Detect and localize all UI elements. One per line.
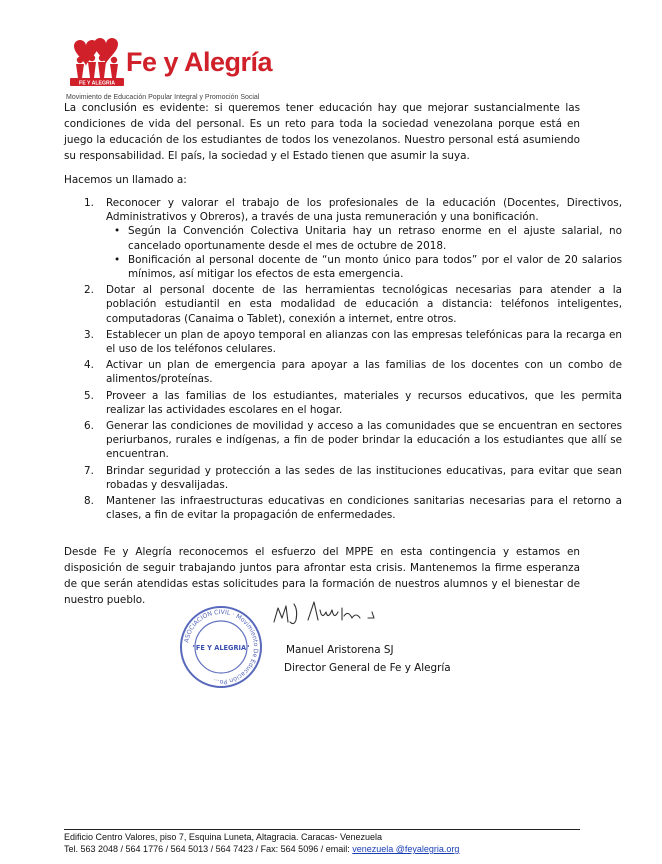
hearts-logo-icon — [66, 34, 128, 88]
list-item-text: Proveer a las familias de los estudiantes, materiales y recursos educativos, que les permita realizar las actividades escolares en el hogar. — [106, 389, 622, 416]
list-item-number: 3. — [84, 328, 94, 341]
list-item-text: Activar un plan de emergencia para apoyar a las familias de los docentes con un combo de alimentos/proteínas. — [106, 359, 622, 386]
logo-wordmark: Fe y Alegría — [126, 47, 273, 77]
signer-title: Director General de Fe y Alegría — [284, 662, 451, 674]
footer-contact-line — [64, 843, 624, 855]
list-item — [84, 283, 622, 326]
call-heading: Hacemos un llamado a: — [64, 174, 187, 186]
intro-paragraph: La conclusión es evidente: si queremos tener educación hay que mejorar sustancialmente las condiciones de vida del personal. Es un reto para toda la sociedad venezolana porque está en juego la educación de los estudiantes de todos los venezolanos. Nuestro personal está asumiendo su responsabilidad. El país, la sociedad y el Estado tienen que asumir la suya. — [64, 102, 580, 162]
handwritten-signature — [268, 596, 388, 630]
list-item-text: Dotar al personal docente de las herramientas tecnológicas necesarias para atender a la población estudiantil en esta modalidad de educación a distancia: teléfonos inteligentes, computadoras (Canaima o Tablet), conexión a internet, entre otros. — [106, 284, 622, 325]
organization-seal — [178, 604, 264, 690]
sub-bullet-list — [106, 224, 622, 281]
list-item-text: Generar las condiciones de movilidad y acceso a las comunidades que se encuentran en sectores periurbanos, rurales e indígenas, a fin de poder brindar la educación a los estudiantes que allí se encuentran. — [106, 420, 622, 461]
requests-list — [64, 196, 622, 522]
footer-divider — [64, 829, 580, 830]
list-item-text: Reconocer y valorar el trabajo de los profesionales de la educación (Docentes, Directivos, Administrativos y Obreros), a través de una justa remuneración y una bonificación. — [106, 197, 622, 224]
list-item-number: 1. — [84, 197, 94, 209]
seal-ring-text: ASOCIACION CIVIL · Movimiento De Educación Po... — [183, 608, 260, 686]
footer-address: Edificio Centro Valores, piso 7, Esquina Luneta, Altagracia. Caracas- Venezuela — [64, 832, 383, 842]
list-item — [84, 196, 622, 281]
email-link[interactable]: venezuela @feyalegria.org — [352, 844, 460, 854]
list-item-text: Establecer un plan de apoyo temporal en alianzas con las empresas telefónicas para la recarga en el uso de los teléfonos celulares. — [106, 328, 622, 356]
list-item — [84, 464, 622, 492]
sub-bullet-item: • Bonificación al personal docente de “un monto único para todos” por el valor de 20 salarios mínimos, así mitigar los efectos de esta emergencia. — [128, 253, 622, 281]
signer-name: Manuel Aristorena SJ — [286, 644, 394, 656]
list-item — [84, 358, 622, 386]
footer-contact: Tel. 563 2048 / 564 1776 / 564 5013 / 564 7423 / Fax: 564 5096 / email: — [64, 844, 353, 854]
list-item-number: 5. — [84, 389, 94, 402]
list-item — [84, 389, 622, 417]
list-item-text: Brindar seguridad y protección a las sedes de las instituciones educativas, para evitar que sean robadas y desvalijadas. — [106, 464, 622, 491]
list-item-number: 6. — [84, 420, 94, 433]
closing-paragraph: Desde Fe y Alegría reconocemos el esfuerzo del MPPE en esta contingencia y estamos en disposición de seguir trabajando juntos para afrontar esta crisis. Mantenemos la firme esperanza de que serán atendidas estas solicitudes para la formación de nuestros alumnos y el bienestar de nuestro pueblo. — [64, 546, 580, 606]
list-item-number: 8. — [84, 495, 94, 508]
seal-center-text: "FE Y ALEGRIA" — [192, 644, 250, 652]
signer-block — [284, 641, 451, 677]
list-item-number: 2. — [84, 284, 94, 297]
logo-tagline: Movimiento de Educación Popular Integral y Promoción Social — [66, 94, 260, 101]
list-item-text: Mantener las infraestructuras educativas en condiciones sanitarias necesarias para el retorno a clases, a fin de evitar la propagación de enfermedades. — [106, 495, 622, 522]
sub-bullet-item: • Según la Convención Colectiva Unitaria hay un retraso enorme en el ajuste salarial, no cancelado oportunamente desde el mes de octubre de 2018. — [128, 224, 622, 252]
list-item-number: 4. — [84, 359, 94, 372]
list-item-number: 7. — [84, 464, 94, 477]
fe-y-alegria-logo — [66, 22, 366, 101]
footer — [64, 831, 624, 855]
logo-badge-text: FE Y ALEGRIA — [79, 80, 115, 87]
list-item — [84, 328, 622, 356]
list-item — [84, 419, 622, 462]
list-item — [84, 494, 622, 522]
